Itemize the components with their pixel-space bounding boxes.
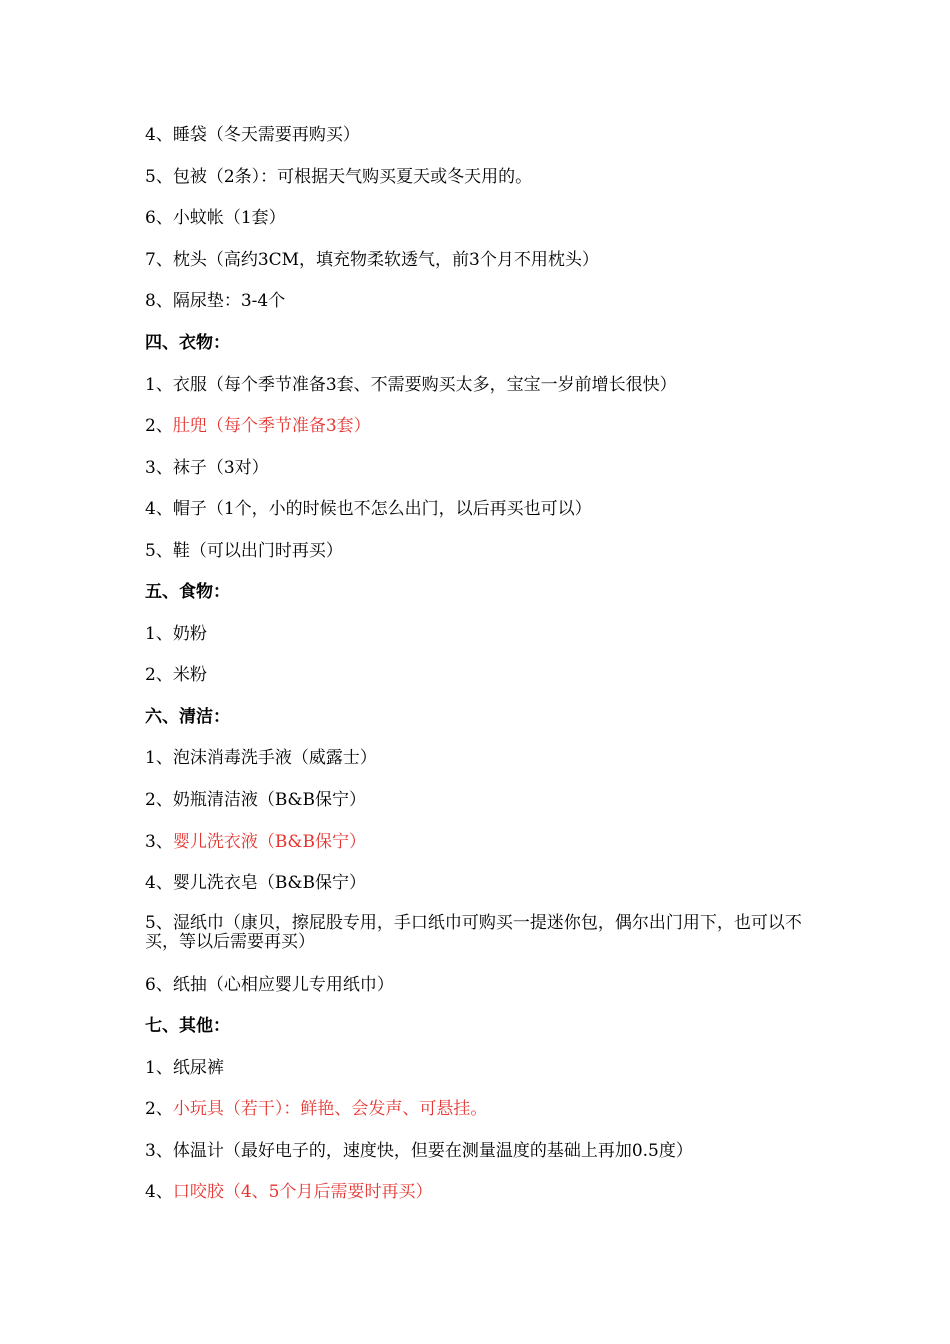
list-item	[145, 167, 815, 187]
item-text: 纸尿裤	[172, 1058, 224, 1078]
item-text: 婴儿洗衣皂（B&B保宁）	[172, 873, 366, 893]
item-number: 3、	[145, 832, 173, 852]
item-text: 枕头（高约3CM，填充物柔软透气，前3个月不用枕头）	[172, 250, 599, 270]
item-number: 6、	[145, 208, 173, 228]
item-text: 帽子（1个，小的时候也不怎么出门，以后再买也可以）	[172, 499, 592, 519]
item-text: 米粉	[172, 665, 207, 685]
item-number: 5、	[145, 913, 173, 933]
item-number: 1、	[145, 1058, 173, 1078]
list-item	[145, 125, 815, 145]
item-number: 2、	[145, 665, 173, 685]
list-item	[145, 748, 815, 768]
list-item	[145, 375, 815, 395]
item-number: 8、	[145, 291, 173, 311]
item-text-highlighted: 肚兜（每个季节准备3套）	[172, 416, 371, 436]
item-number: 1、	[145, 375, 173, 395]
item-number: 4、	[145, 125, 173, 145]
list-item	[145, 790, 815, 810]
item-text: 衣服（每个季节准备3套、不需要购买太多，宝宝一岁前增长很快）	[172, 375, 677, 395]
item-number: 2、	[145, 416, 173, 436]
item-text: 小蚊帐（1套）	[172, 208, 286, 228]
item-text: 泡沫消毒洗手液（威露士）	[172, 748, 377, 768]
item-text: 纸抽（心相应婴儿专用纸巾）	[172, 975, 394, 995]
item-number: 4、	[145, 873, 173, 893]
item-text-highlighted: 婴儿洗衣液（B&B保宁）	[172, 832, 366, 852]
list-item	[145, 541, 815, 561]
item-number: 4、	[145, 1182, 173, 1202]
section-heading-clothing: 四、衣物：	[145, 333, 230, 353]
list-item	[145, 624, 815, 644]
item-text: 包被（2条）：可根据天气购买夏天或冬天用的。	[172, 167, 533, 187]
item-text: 体温计（最好电子的，速度快，但要在测量温度的基础上再加0.5度）	[172, 1141, 693, 1161]
section-heading-other: 七、其他：	[145, 1016, 230, 1036]
list-item	[145, 208, 815, 228]
item-text-highlighted: 小玩具（若干）：鲜艳、会发声、可悬挂。	[172, 1099, 488, 1119]
item-text: 隔尿垫：3-4个	[172, 291, 286, 311]
section-heading-food: 五、食物：	[145, 582, 230, 602]
list-item	[145, 665, 815, 685]
item-text: 奶粉	[172, 624, 207, 644]
item-text: 湿纸巾（康贝，擦屁股专用，手口纸巾可购买一提迷你包，偶尔出门用下，也可以不买，等以后需要再买）	[145, 913, 802, 952]
item-text: 睡袋（冬天需要再购买）	[172, 125, 360, 145]
item-number: 3、	[145, 458, 173, 478]
list-item	[145, 458, 815, 478]
list-item	[145, 914, 815, 952]
item-number: 5、	[145, 167, 173, 187]
list-item	[145, 975, 815, 995]
list-item	[145, 499, 815, 519]
list-item	[145, 1141, 815, 1161]
list-item	[145, 1058, 815, 1078]
item-number: 4、	[145, 499, 173, 519]
item-text: 鞋（可以出门时再买）	[172, 541, 343, 561]
item-number: 7、	[145, 250, 173, 270]
list-item	[145, 832, 815, 852]
section-heading-cleaning: 六、清洁：	[145, 707, 230, 727]
item-number: 2、	[145, 1099, 173, 1119]
item-number: 6、	[145, 975, 173, 995]
list-item	[145, 291, 815, 311]
item-number: 2、	[145, 790, 173, 810]
list-item	[145, 1099, 815, 1119]
list-item	[145, 416, 815, 436]
item-text: 袜子（3对）	[172, 458, 269, 478]
list-item	[145, 873, 815, 893]
item-text: 奶瓶清洁液（B&B保宁）	[172, 790, 366, 810]
list-item	[145, 250, 815, 270]
list-item	[145, 1182, 815, 1202]
item-text-highlighted: 口咬胶（4、5个月后需要时再买）	[172, 1182, 433, 1202]
item-number: 5、	[145, 541, 173, 561]
item-number: 1、	[145, 624, 173, 644]
item-number: 1、	[145, 748, 173, 768]
item-number: 3、	[145, 1141, 173, 1161]
